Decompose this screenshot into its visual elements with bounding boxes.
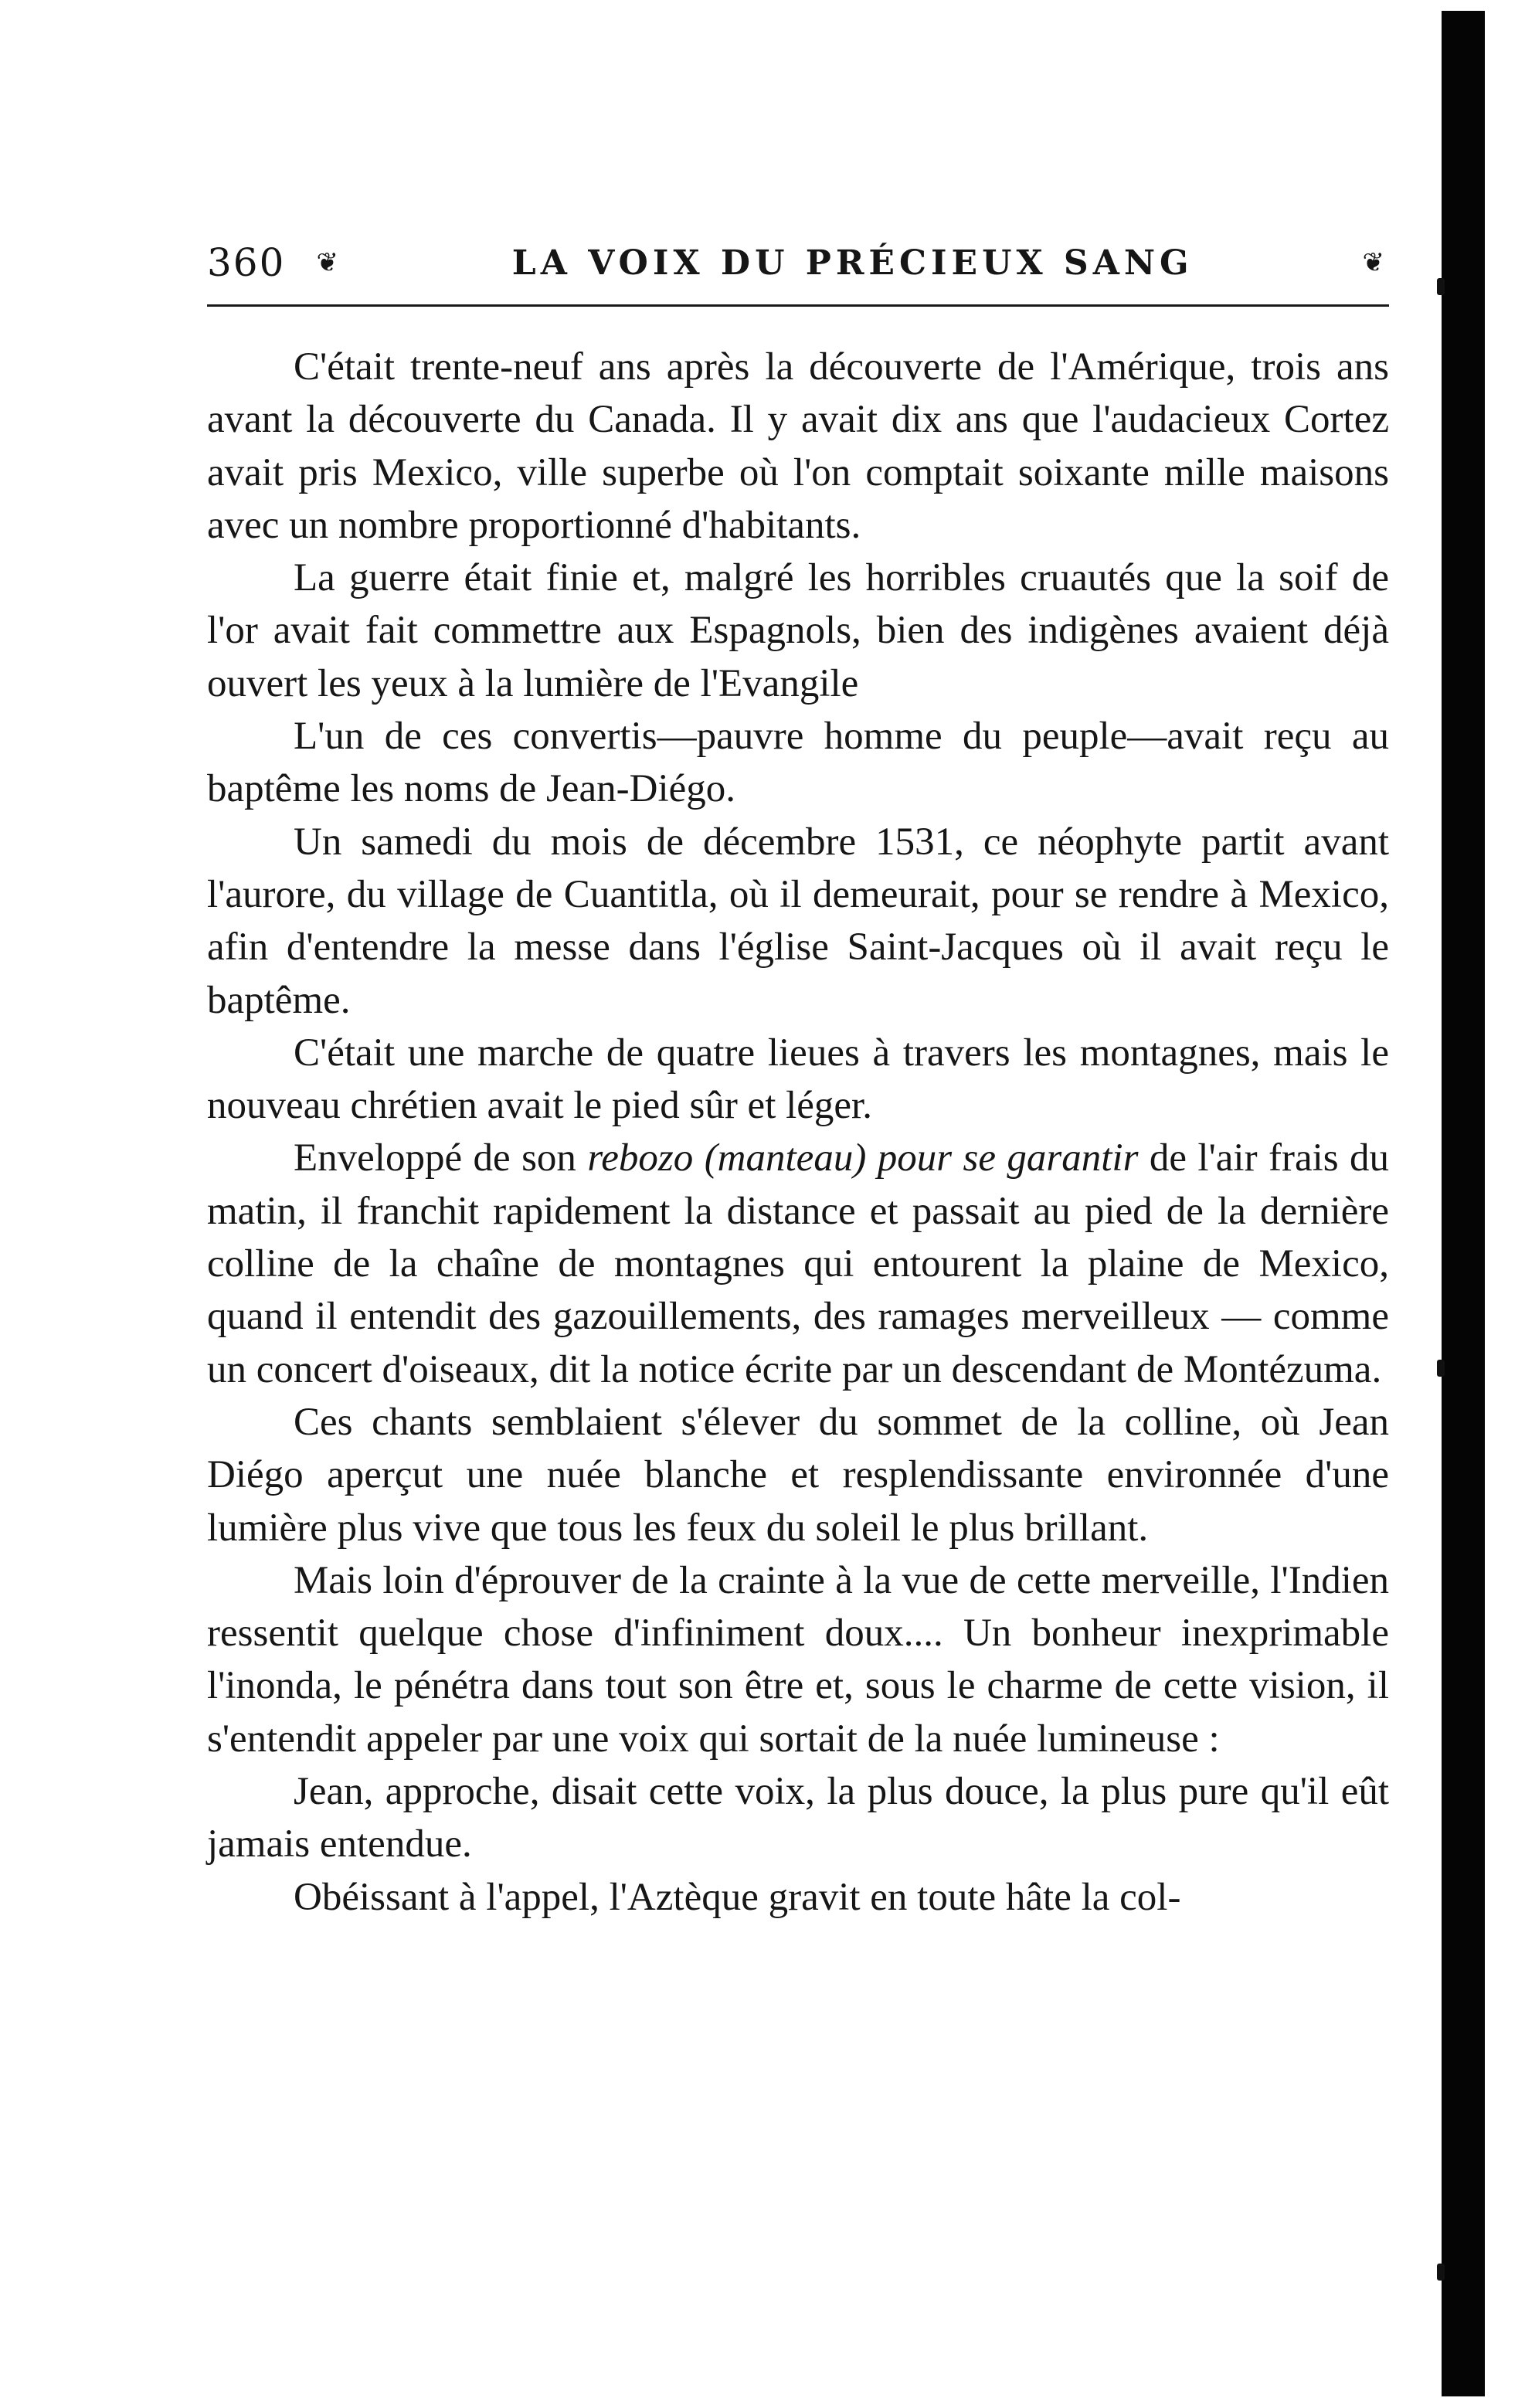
paragraph: Mais loin d'éprouver de la crainte à la vue de cette merveille, l'Indien ressentit quelque chose d'infiniment doux.... Un bonheur inexprimable l'inonda, le pénétra dans tout son être et, sous le charme de cette vision, il s'entendit appeler par une voix qui sortait de la nuée lumineuse :	[207, 1558, 1389, 1761]
page-number: 360	[207, 240, 286, 285]
paragraph: Jean, approche, disait cette voix, la plus douce, la plus pure qu'il eût jamais entendue.	[207, 1770, 1389, 1866]
book-spine-shadow	[1442, 11, 1485, 2396]
running-head-title: LA VOIX DU PRÉCIEUX SANG	[511, 243, 1194, 283]
spine-notch	[1437, 2264, 1445, 2281]
paragraph: L'un de ces convertis—pauvre homme du peuple—avait reçu au baptême les noms de Jean-Diégo.	[207, 715, 1389, 811]
paragraph-text: Enveloppé de son	[294, 1136, 588, 1180]
paragraph: La guerre était finie et, malgré les horribles cruautés que la soif de l'or avait fait commettre aux Espagnols, bien des indigènes avaient déjà ouvert les yeux à la lumière de l'Evangile	[207, 556, 1389, 705]
page-header	[207, 232, 1389, 307]
ornament-left-icon: ❦	[316, 247, 343, 278]
spine-notch	[1437, 1360, 1445, 1377]
paragraph	[207, 1132, 1389, 1395]
ornament-right-icon: ❦	[1362, 247, 1389, 278]
paragraph: Ces chants semblaient s'élever du sommet de la colline, où Jean Diégo aperçut une nuée blanche et resplendissante environnée d'une lumière plus vive que tous les feux du soleil le plus brillant.	[207, 1400, 1389, 1550]
paragraph: Obéissant à l'appel, l'Aztèque gravit en toute hâte la col-	[294, 1875, 1181, 1919]
paragraph-text: de l'air frais du matin, il franchit rapidement la distance et passait au pied de la dernière colline de la chaîne de montagnes qui entourent la plaine de Mexico, quand il entendit des gazouillements, des ramages merveilleux — comme un concert d'oiseaux, dit la notice écrite par un descendant de Montézuma.	[207, 1136, 1390, 1391]
paragraph: C'était trente-neuf ans après la découverte de l'Amérique, trois ans avant la découverte du Canada. Il y avait dix ans que l'audacieux Cortez avait pris Mexico, ville superbe où l'on comptait soixante mille maisons avec un nombre proportionné d'habitants.	[207, 345, 1389, 547]
paragraph: Un samedi du mois de décembre 1531, ce néophyte partit avant l'aurore, du village de Cuantitla, où il demeurait, pour se rendre à Mexico, afin d'entendre la messe dans l'église Saint-Jacques où il avait reçu le baptême.	[207, 820, 1389, 1022]
spine-notch	[1437, 278, 1445, 295]
italic-phrase: rebozo (manteau) pour se garantir	[587, 1136, 1139, 1180]
paragraph: C'était une marche de quatre lieues à travers les montagnes, mais le nouveau chrétien avait le pied sûr et léger.	[207, 1031, 1389, 1128]
body-text	[207, 341, 1389, 1924]
book-page	[207, 232, 1389, 1924]
running-head	[316, 243, 1389, 283]
